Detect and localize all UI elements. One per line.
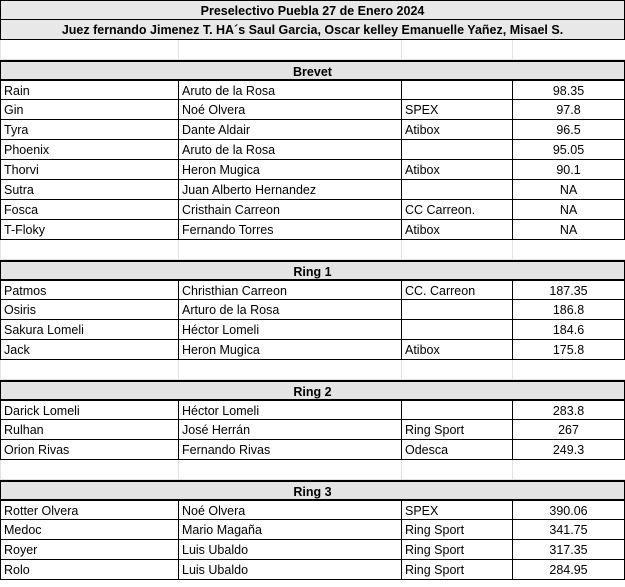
table-row xyxy=(0,200,625,220)
section-header[interactable]: Ring 3 xyxy=(0,480,625,500)
handler-cell[interactable]: Noé Olvera xyxy=(178,100,401,120)
club-cell[interactable]: Atibox xyxy=(401,160,512,180)
dog-name-cell[interactable]: Jack xyxy=(0,340,178,360)
club-cell[interactable] xyxy=(401,80,512,100)
table-row xyxy=(0,520,625,540)
score-cell[interactable]: 184.6 xyxy=(512,320,625,340)
judges-line[interactable]: Juez fernando Jimenez T. HA´s Saul Garcia, Oscar kelley Emanuelle Yañez, Misael S. xyxy=(0,20,625,40)
handler-cell[interactable]: Heron Mugica xyxy=(178,160,401,180)
empty-cell[interactable] xyxy=(0,460,178,480)
dog-name-cell[interactable]: Tyra xyxy=(0,120,178,140)
club-cell[interactable]: SPEX xyxy=(401,500,512,520)
dog-name-cell[interactable]: Medoc xyxy=(0,520,178,540)
dog-name-cell[interactable]: T-Floky xyxy=(0,220,178,240)
dog-name-cell[interactable]: Patmos xyxy=(0,280,178,300)
empty-cell[interactable] xyxy=(178,360,401,380)
handler-cell[interactable]: Héctor Lomeli xyxy=(178,320,401,340)
club-cell[interactable]: Ring Sport xyxy=(401,520,512,540)
handler-cell[interactable]: Fernando Torres xyxy=(178,220,401,240)
club-cell[interactable]: Atibox xyxy=(401,120,512,140)
club-cell[interactable] xyxy=(401,140,512,160)
handler-cell[interactable]: Aruto de la Rosa xyxy=(178,80,401,100)
handler-cell[interactable]: Heron Mugica xyxy=(178,340,401,360)
handler-cell[interactable]: Noé Olvera xyxy=(178,500,401,520)
score-cell[interactable]: NA xyxy=(512,200,625,220)
empty-cell[interactable] xyxy=(401,460,512,480)
table-row xyxy=(0,140,625,160)
club-cell[interactable]: CC. Carreon xyxy=(401,280,512,300)
empty-cell[interactable] xyxy=(401,360,512,380)
score-cell[interactable]: 97.8 xyxy=(512,100,625,120)
score-cell[interactable]: 175.8 xyxy=(512,340,625,360)
blank-row xyxy=(0,240,625,260)
table-row xyxy=(0,400,625,420)
section-header-row xyxy=(0,260,625,280)
dog-name-cell[interactable]: Orion Rivas xyxy=(0,440,178,460)
table-row xyxy=(0,440,625,460)
score-cell[interactable]: 317.35 xyxy=(512,540,625,560)
table-row xyxy=(0,160,625,180)
table-row xyxy=(0,560,625,580)
table-row xyxy=(0,300,625,320)
handler-cell[interactable]: Luis Ubaldo xyxy=(178,560,401,580)
handler-cell[interactable]: Cristhain Carreon xyxy=(178,200,401,220)
table-row xyxy=(0,100,625,120)
blank-row xyxy=(0,360,625,380)
empty-cell[interactable] xyxy=(512,40,625,60)
section-header[interactable]: Ring 1 xyxy=(0,260,625,280)
table-row xyxy=(0,420,625,440)
handler-cell[interactable]: Héctor Lomeli xyxy=(178,400,401,420)
empty-cell[interactable] xyxy=(401,40,512,60)
dog-name-cell[interactable]: Phoenix xyxy=(0,140,178,160)
club-cell[interactable] xyxy=(401,400,512,420)
dog-name-cell[interactable]: Sakura Lomeli xyxy=(0,320,178,340)
dog-name-cell[interactable]: Rolo xyxy=(0,560,178,580)
club-cell[interactable]: Atibox xyxy=(401,220,512,240)
score-cell[interactable]: 187.35 xyxy=(512,280,625,300)
table-row xyxy=(0,320,625,340)
empty-cell[interactable] xyxy=(512,360,625,380)
club-cell[interactable] xyxy=(401,320,512,340)
handler-cell[interactable]: Mario Magaña xyxy=(178,520,401,540)
empty-cell[interactable] xyxy=(0,40,178,60)
blank-row xyxy=(0,40,625,60)
dog-name-cell[interactable]: Darick Lomeli xyxy=(0,400,178,420)
empty-cell[interactable] xyxy=(0,240,178,260)
club-cell[interactable]: Ring Sport xyxy=(401,420,512,440)
score-cell[interactable]: 90.1 xyxy=(512,160,625,180)
club-cell[interactable]: Ring Sport xyxy=(401,560,512,580)
blank-row xyxy=(0,460,625,480)
empty-cell[interactable] xyxy=(178,240,401,260)
club-cell[interactable]: CC Carreon. xyxy=(401,200,512,220)
club-cell[interactable] xyxy=(401,180,512,200)
handler-cell[interactable]: José Herrán xyxy=(178,420,401,440)
handler-cell[interactable]: Fernando Rivas xyxy=(178,440,401,460)
dog-name-cell[interactable]: Royer xyxy=(0,540,178,560)
score-cell[interactable]: 284.95 xyxy=(512,560,625,580)
empty-cell[interactable] xyxy=(512,460,625,480)
dog-name-cell[interactable]: Thorvi xyxy=(0,160,178,180)
club-cell[interactable]: Atibox xyxy=(401,340,512,360)
dog-name-cell[interactable]: Rotter Olvera xyxy=(0,500,178,520)
empty-cell[interactable] xyxy=(512,240,625,260)
handler-cell[interactable]: Juan Alberto Hernandez xyxy=(178,180,401,200)
score-cell[interactable]: 341.75 xyxy=(512,520,625,540)
score-cell[interactable]: 283.8 xyxy=(512,400,625,420)
handler-cell[interactable]: Luis Ubaldo xyxy=(178,540,401,560)
empty-cell[interactable] xyxy=(401,240,512,260)
empty-cell[interactable] xyxy=(178,460,401,480)
table-row xyxy=(0,280,625,300)
handler-cell[interactable]: Arturo de la Rosa xyxy=(178,300,401,320)
handler-cell[interactable]: Dante Aldair xyxy=(178,120,401,140)
handler-cell[interactable]: Aruto de la Rosa xyxy=(178,140,401,160)
table-row xyxy=(0,540,625,560)
score-cell[interactable]: 186.8 xyxy=(512,300,625,320)
table-row xyxy=(0,340,625,360)
dog-name-cell[interactable]: Osiris xyxy=(0,300,178,320)
section-header-row xyxy=(0,380,625,400)
dog-name-cell[interactable]: Sutra xyxy=(0,180,178,200)
section-header-row xyxy=(0,480,625,500)
score-cell[interactable]: NA xyxy=(512,180,625,200)
club-cell[interactable]: Ring Sport xyxy=(401,540,512,560)
score-cell[interactable]: 390.06 xyxy=(512,500,625,520)
empty-cell[interactable] xyxy=(178,40,401,60)
handler-cell[interactable]: Christhian Carreon xyxy=(178,280,401,300)
table-row xyxy=(0,80,625,100)
dog-name-cell[interactable]: Rain xyxy=(0,80,178,100)
empty-cell[interactable] xyxy=(0,360,178,380)
score-cell[interactable]: 95.05 xyxy=(512,140,625,160)
score-cell[interactable]: NA xyxy=(512,220,625,240)
title-row xyxy=(0,0,625,20)
judges-row xyxy=(0,20,625,40)
table-row xyxy=(0,180,625,200)
table-row xyxy=(0,120,625,140)
club-cell[interactable] xyxy=(401,300,512,320)
score-cell[interactable]: 267 xyxy=(512,420,625,440)
score-cell[interactable]: 96.5 xyxy=(512,120,625,140)
section-header-row xyxy=(0,60,625,80)
sheet-title[interactable]: Preselectivo Puebla 27 de Enero 2024 xyxy=(0,0,625,20)
table-row xyxy=(0,220,625,240)
dog-name-cell[interactable]: Rulhan xyxy=(0,420,178,440)
club-cell[interactable]: Odesca xyxy=(401,440,512,460)
club-cell[interactable]: SPEX xyxy=(401,100,512,120)
dog-name-cell[interactable]: Fosca xyxy=(0,200,178,220)
score-cell[interactable]: 249.3 xyxy=(512,440,625,460)
dog-name-cell[interactable]: Gin xyxy=(0,100,178,120)
table-row xyxy=(0,500,625,520)
score-cell[interactable]: 98.35 xyxy=(512,80,625,100)
section-header[interactable]: Brevet xyxy=(0,60,625,80)
section-header[interactable]: Ring 2 xyxy=(0,380,625,400)
